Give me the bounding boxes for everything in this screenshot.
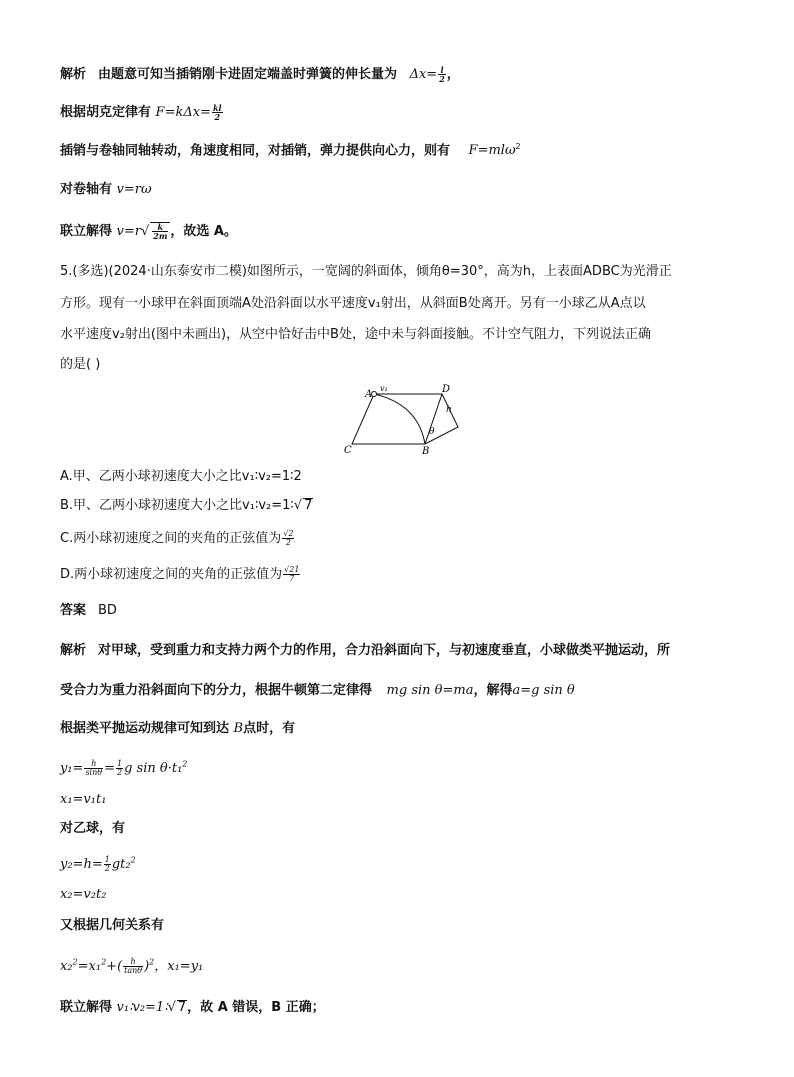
option-d-num: √21 [284,565,300,574]
solution-line-3 [60,722,295,735]
equation-x1: x₁=v₁t₁ [60,792,107,807]
option-c [60,530,295,547]
e03-den: 2 [104,864,110,873]
e01-num2: 1 [117,759,123,768]
s06-eq: v₁∶v₂=1∶ [116,1000,168,1015]
l05-frac [152,223,168,240]
keyword-analysis: 解析 [60,67,87,82]
s02-text: 受合力为重力沿斜面向下的分力，根据牛顿第二定律得 [60,683,373,698]
solution-line-5: 又根据几何关系有 [60,918,165,933]
s06-radicand: 7 [177,1000,187,1015]
option-c-frac [282,530,294,547]
l02-num: kl [212,103,222,113]
sqrt-icon: √ [141,224,150,239]
option-a: A.甲、乙两小球初速度大小之比v₁∶v₂=1∶2 [60,469,302,484]
question-line-1: 5.(多选)(2024·山东泰安市二模)如图所示，一宽阔的斜面体，倾角θ=30°，高为h，上表面ADBC为光滑正 [60,264,672,279]
solution-line-4: 对乙球，有 [60,821,126,836]
e05-a: x₂ [60,959,73,974]
label-theta: θ [429,427,435,437]
line-05 [60,222,237,240]
e05-d: ) [144,959,150,974]
s01-text: 对甲球，受到重力和支持力两个力的作用，合力沿斜面向下，与初速度垂直，小球做类平抛运动，所 [98,643,671,658]
e05-sup1: 2 [72,957,78,967]
e05-den: tanθ [124,966,143,975]
s06-text: 联立解得 [60,1000,113,1015]
l05-eq: v=r [116,224,141,239]
e01-b: = [104,761,115,776]
l01-tail: ， [446,67,460,82]
l01-num: l [438,66,446,75]
e05-e: ，x₁=y₁ [154,959,204,974]
l02-frac [212,104,223,121]
solution-line-6 [60,1000,325,1014]
label-C: C [344,445,352,456]
l02-den: 2 [214,112,221,122]
option-d [60,566,301,583]
answer-value: BD [98,603,117,618]
l05-tail: ，故选 A。 [170,224,237,239]
e01-den2: 2 [117,768,123,777]
e03-a: y₂=h= [60,857,103,872]
question-line-4: 的是( ) [60,357,101,372]
incline-diagram [330,382,470,457]
label-h: h [446,405,452,415]
option-d-frac [283,566,300,583]
e05-c: +( [106,959,123,974]
s02-mid: ，解得 [473,683,513,698]
ball-icon [372,392,377,397]
e01-den: sinθ [85,768,103,777]
line-02 [60,104,224,121]
l02-text: 根据胡克定律有 [60,105,152,120]
s02-eq2: a=g sin θ [512,683,575,698]
l03-eq: F=mlω [468,143,516,159]
e03-num: 1 [104,855,110,864]
e01-frac2 [116,760,123,777]
equation-y1 [60,760,187,777]
equation-x2: x₂=v₂t₂ [60,887,107,902]
s06-tail: ，故 A 错误，B 正确； [187,1000,325,1015]
e05-frac [123,958,143,975]
keyword-analysis-2: 解析 [60,643,87,658]
keyword-answer: 答案 [60,603,87,618]
option-b-radicand: 7 [304,498,313,513]
option-b-text: B.甲、乙两小球初速度大小之比v₁∶v₂=1∶ [60,498,294,513]
e01-num: h [84,760,103,769]
question-line-3: 水平速度v₂射出(图中未画出)，从空中恰好击中B处，途中未与斜面接触。不计空气阻力，下列说法正确 [60,327,651,342]
s03-tail: 点时，有 [243,721,296,736]
l04-text: 对卷轴有 [60,182,113,197]
e03-frac [104,856,111,873]
answer-line [60,604,117,617]
label-v1: v₁ [380,384,388,393]
s02-eq: mg sin θ=ma [386,683,474,698]
label-A: A [365,389,373,400]
e05-num: h [123,958,143,967]
s03-point: B [233,721,244,736]
label-B: B [422,446,430,457]
l03-text: 插销与卷轴同轴转动，角速度相同，对插销，弹力提供向心力，则有 [60,143,451,159]
e05-sup3: 2 [149,957,155,967]
e05-sup2: 2 [101,957,107,967]
option-b [60,498,313,512]
equation-geometry [60,958,203,975]
option-c-den: 2 [285,538,291,547]
line-03 [60,143,521,157]
solution-line-2 [60,684,575,697]
s03-text: 根据类平抛运动规律可知到达 [60,721,230,736]
l04-eq: v=rω [116,182,152,197]
l05-radical [150,222,170,240]
e03-sup: 2 [130,855,136,865]
option-d-den: 7 [289,574,295,583]
sqrt-icon: √ [167,1000,176,1015]
l01-text: 由题意可知当插销刚卡进固定端盖时弹簧的伸长量为 [98,67,398,82]
l05-num: k [152,223,168,232]
l05-text: 联立解得 [60,224,113,239]
option-c-num: √2 [283,529,294,538]
label-D: D [442,384,451,395]
option-c-text: C.两小球初速度之间的夹角的正弦值为 [60,531,282,546]
sqrt-icon: √ [293,498,303,513]
l03-sup: 2 [515,142,521,151]
e01-sup: 2 [182,759,188,769]
question-line-2: 方形。现有一小球甲在斜面顶端A处沿斜面以水平速度v₁射出，从斜面B处离开。另有一小球乙从A点以 [60,296,646,311]
e03-c: gt₂ [111,857,131,872]
solution-line-1 [60,644,670,657]
option-d-text: D.两小球初速度之间的夹角的正弦值为 [60,567,283,582]
l01-den: 2 [439,74,445,84]
l01-eq: Δx= [409,67,438,82]
e01-c: g sin θ·t₁ [124,761,183,776]
l01-frac [438,66,446,83]
l05-den: 2m [153,231,168,241]
l02-eq: F=kΔx= [155,105,211,120]
line-01 [60,66,460,83]
e01-a: y₁= [60,761,84,776]
e05-b: =x₁ [77,959,102,974]
trajectory-curve [374,394,425,444]
line-04 [60,183,152,196]
equation-y2 [60,856,136,873]
e01-frac1 [84,760,103,777]
